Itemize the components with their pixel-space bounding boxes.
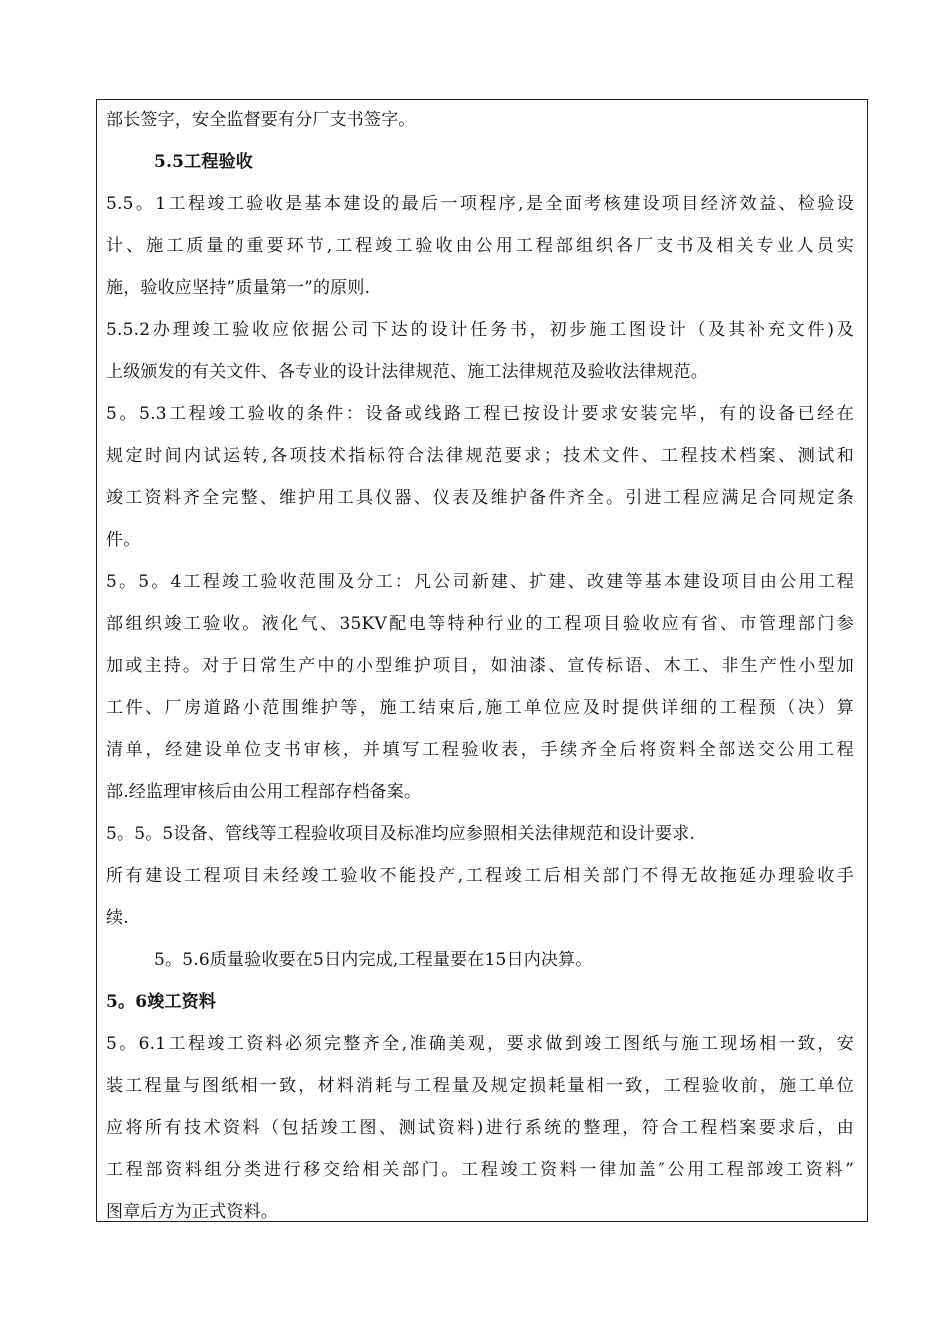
text-line: 竣工资料齐全完整、维护用工具仪器、仪表及维护备件齐全。引进工程应满足合同规定条	[106, 488, 854, 508]
text-line: 部.经监理审核后由公用工程部存档备案。	[106, 782, 422, 802]
text-line: 部组织竣工验收。液化气、35KV配电等特种行业的工程项目验收应有省、市管理部门参	[106, 614, 854, 634]
text-line: 5。5.3工程竣工验收的条件：设备或线路工程已按设计要求安装完毕，有的设备已经在	[106, 404, 854, 424]
text-line: 施，验收应坚持”质量第一”的原则.	[106, 278, 371, 298]
text-line: 清单，经建设单位支书审核，并填写工程验收表，手续齐全后将资料全部送交公用工程	[106, 740, 854, 760]
text-line: 部长签字，安全监督要有分厂支书签字。	[106, 110, 416, 130]
text-line: 所有建设工程项目未经竣工验收不能投产,工程竣工后相关部门不得无故拖延办理验收手	[106, 866, 854, 886]
text-line: 件。	[106, 530, 141, 550]
text-line: 图章后方为正式资料。	[106, 1202, 278, 1222]
text-line: 上级颁发的有关文件、各专业的设计法律规范、施工法律规范及验收法律规范。	[106, 362, 708, 382]
text-line: 计、施工质量的重要环节,工程竣工验收由公用工程部组织各厂支书及相关专业人员实	[106, 236, 854, 256]
text-line: 工程部资料组分类进行移交给相关部门。工程竣工资料一律加盖″公用工程部竣工资料”	[106, 1160, 854, 1180]
text-line: 规定时间内试运转,各项技术指标符合法律规范要求；技术文件、工程技术档案、测试和	[106, 446, 854, 466]
text-line: 装工程量与图纸相一致，材料消耗与工程量及规定损耗量相一致，工程验收前，施工单位	[106, 1076, 854, 1096]
text-line: 加或主持。对于日常生产中的小型维护项目，如油漆、宣传标语、木工、非生产性小型加	[106, 656, 854, 676]
section-heading: 5。6竣工资料	[106, 992, 217, 1012]
text-line: 5。5。4工程竣工验收范围及分工：凡公司新建、扩建、改建等基本建设项目由公用工程	[106, 572, 854, 592]
text-line: 5。5.6质量验收要在5日内完成,工程量要在15日内决算。	[154, 950, 593, 970]
text-line: 工件、厂房道路小范围维护等，施工结束后,施工单位应及时提供详细的工程预（决）算	[106, 698, 854, 718]
text-line: 续.	[106, 908, 129, 928]
text-line: 5.5。1工程竣工验收是基本建设的最后一项程序,是全面考核建设项目经济效益、检验设	[106, 194, 854, 214]
section-heading: 5.5工程验收	[154, 152, 253, 172]
text-line: 应将所有技术资料（包括竣工图、测试资料)进行系统的整理，符合工程档案要求后，由	[106, 1118, 854, 1138]
text-line: 5。6.1工程竣工资料必须完整齐全,准确美观，要求做到竣工图纸与施工现场相一致，安	[106, 1034, 854, 1054]
text-line: 5。5。5设备、管线等工程验收项目及标准均应参照相关法律规范和设计要求.	[106, 824, 696, 844]
text-line: 5.5.2办理竣工验收应依据公司下达的设计任务书，初步施工图设计（及其补充文件)及	[106, 320, 854, 340]
